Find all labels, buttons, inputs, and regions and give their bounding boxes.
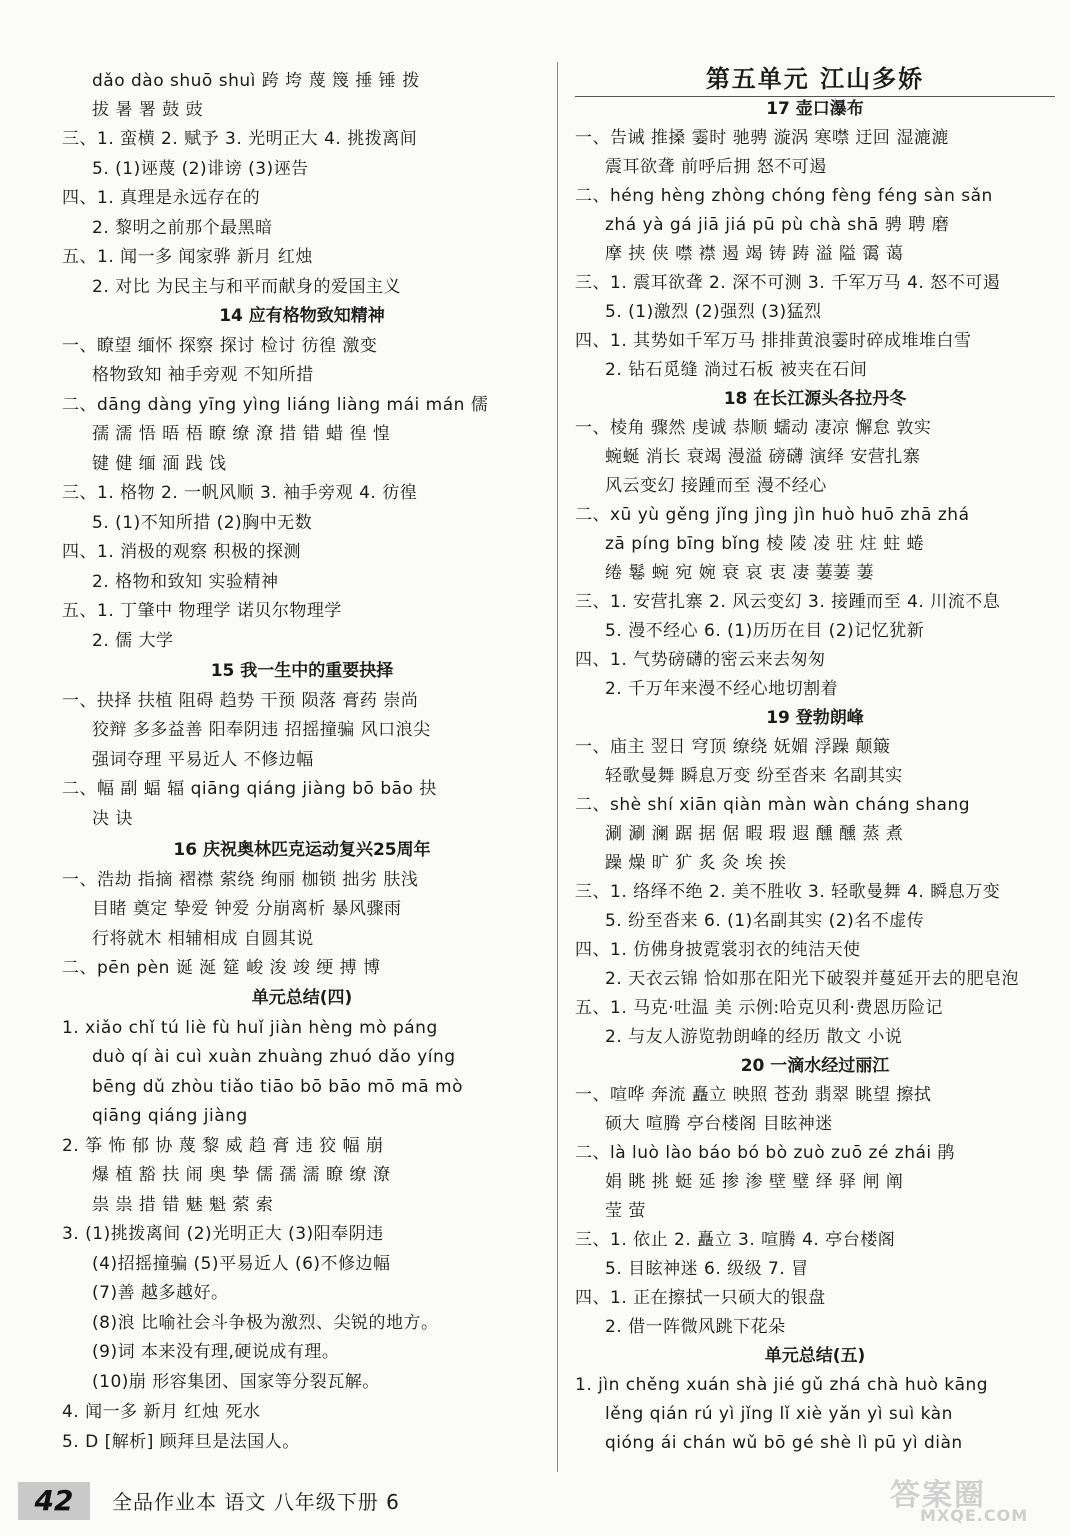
lesson-title: 15 我一生中的重要抉择: [210, 661, 394, 681]
text-line: 震耳欲聋 前呼后拥 怒不可遏: [605, 157, 827, 177]
text-line: 硕大 喧腾 亭台楼阁 目眩神迷: [605, 1114, 833, 1134]
text-line: 四、1. 消极的观察 积极的探测: [62, 542, 302, 562]
text-line: 二、là luò lào báo bó bò zuò zuō zé zhái 鹃: [575, 1143, 956, 1163]
text-line: 祟 祟 措 错 魅 魁 萦 索: [92, 1195, 274, 1215]
text-line: 三、1. 震耳欲聋 2. 深不可测 3. 千军万马 4. 怒不可遏: [575, 273, 1001, 293]
title-rule: [575, 96, 1055, 97]
text-line: 狡辩 多多益善 阳奉阴违 招摇撞骗 风口浪尖: [92, 720, 431, 740]
text-line: bēng dǔ zhòu tiǎo tiāo bō bāo mō mā mò: [92, 1077, 464, 1097]
text-line: 2. 钻石觅缝 淌过石板 被夹在石间: [605, 360, 868, 380]
text-line: 二、dāng dàng yīng yìng liáng liàng mái mán 儒: [62, 395, 489, 415]
text-line: 拔 暑 署 鼓 豉: [92, 100, 204, 120]
text-line: dǎo dào shuō shuì 跨 垮 蔑 篾 捶 锤 拨: [92, 71, 420, 91]
text-line: 孺 濡 悟 晤 梧 瞭 缭 潦 措 错 蜡 徨 惶: [92, 424, 391, 444]
text-line: 2. 天衣云锦 恰如那在阳光下破裂并蔓延开去的肥皂泡: [605, 969, 1020, 989]
text-line: 目睹 奠定 挚爱 钟爱 分崩离析 暴风骤雨: [92, 899, 402, 919]
page-number: 42: [18, 1482, 90, 1520]
text-line: 2. 儒 大学: [92, 631, 174, 651]
lesson-title: 14 应有格物致知精神: [219, 306, 385, 326]
text-line: duò qí ài cuì xuàn zhuàng zhuó dǎo yíng: [92, 1047, 456, 1067]
lesson-title: 20 一滴水经过丽江: [740, 1056, 890, 1076]
text-line: 二、héng hèng zhòng chóng fèng féng sàn sǎn: [575, 186, 993, 206]
text-line: 行将就木 相辅相成 自圆其说: [92, 929, 314, 949]
text-line: 五、1. 闻一多 闻家骅 新月 红烛: [62, 247, 313, 267]
text-line: 一、庙主 翌日 穹顶 缭绕 妩媚 浮躁 颠簸: [575, 737, 891, 757]
text-line: 2. 对比 为民主与和平而献身的爱国主义: [92, 277, 402, 297]
text-line: 键 健 缅 湎 践 饯: [92, 454, 227, 474]
text-line: (9)词 本来没有理,硬说成有理。: [92, 1342, 340, 1362]
text-line: 5. (1)不知所措 (2)胸中无数: [92, 513, 313, 533]
text-line: 躁 燥 旷 犷 炙 灸 埃 挨: [605, 853, 787, 873]
text-line: 一、告诫 推搡 霎时 驰骋 漩涡 寒噤 迂回 湿漉漉: [575, 128, 949, 148]
text-line: 爆 植 豁 扶 闹 奥 挚 儒 孺 濡 瞭 缭 潦: [92, 1165, 391, 1185]
text-line: (8)浪 比喻社会斗争极为激烈、尖锐的地方。: [92, 1313, 439, 1333]
text-line: 二、shè shí xiān qiàn màn wàn cháng shang: [575, 795, 971, 815]
watermark-logo: 答案圈: [890, 1478, 986, 1513]
text-line: qióng ái chán wǔ bō gé shè lì pū yì diàn: [605, 1433, 963, 1453]
text-line: 五、1. 马克·吐温 美 示例:哈克贝利·费恩历险记: [575, 998, 943, 1018]
text-line: 5. 目眩神迷 6. 级级 7. 冒: [605, 1259, 809, 1279]
footer-text: 全品作业本 语文 八年级下册 6: [112, 1490, 400, 1514]
text-line: zhá yà gá jiā jiá pū pù chà shā 骋 聘 磨: [605, 215, 950, 235]
watermark-url: MXQE.COM: [920, 1506, 1029, 1525]
text-line: 三、1. 安营扎寨 2. 风云变幻 3. 接踵而至 4. 川流不息: [575, 592, 1001, 612]
text-line: 五、1. 丁肇中 物理学 诺贝尔物理学: [62, 601, 342, 621]
text-line: 四、1. 其势如千军万马 排排黄浪霎时碎成堆堆白雪: [575, 331, 972, 351]
text-line: 莹 萤: [605, 1201, 646, 1221]
text-line: 三、1. 蛮横 2. 赋予 3. 光明正大 4. 挑拨离间: [62, 129, 418, 149]
text-line: 1. xiǎo chǐ tú liè fù huǐ jiàn hèng mò páng: [62, 1018, 438, 1038]
text-line: 1. jìn chěng xuán shà jié gǔ zhá chà huò kāng: [575, 1375, 989, 1395]
lesson-title: 19 登勃朗峰: [766, 708, 864, 728]
text-line: 四、1. 真理是永远存在的: [62, 188, 261, 208]
text-line: 四、1. 气势磅礴的密云来去匆匆: [575, 650, 826, 670]
text-line: 强词夺理 平易近人 不修边幅: [92, 750, 314, 770]
text-line: lěng qián rú yì jǐng lǐ xiè yǎn yì suì kàn: [605, 1404, 953, 1424]
text-line: 5. 纷至沓来 6. (1)名副其实 (2)名不虚传: [605, 911, 925, 931]
text-line: 二、幅 副 蝠 辐 qiāng qiáng jiàng bō bāo 抉: [62, 779, 437, 799]
lesson-title: 17 壶口瀑布: [766, 99, 864, 119]
text-line: 5. D [解析] 顾拜旦是法国人。: [62, 1432, 300, 1452]
text-line: 3. (1)挑拨离间 (2)光明正大 (3)阳奉阴违: [62, 1224, 384, 1244]
text-line: 2. 与友人游览勃朗峰的经历 散文 小说: [605, 1027, 903, 1047]
text-line: 一、瞭望 缅怀 探察 探讨 检讨 彷徨 激变: [62, 336, 378, 356]
text-line: (10)崩 形容集团、国家等分裂瓦解。: [92, 1372, 380, 1392]
text-line: 格物致知 袖手旁观 不知所措: [92, 365, 314, 385]
text-line: 4. 闻一多 新月 红烛 死水: [62, 1402, 261, 1422]
text-line: 三、1. 依止 2. 矗立 3. 喧腾 4. 亭台楼阁: [575, 1230, 896, 1250]
text-line: 四、1. 仿佛身披霓裳羽衣的纯洁天使: [575, 940, 861, 960]
text-line: 娟 眺 挑 蜓 延 掺 渗 壁 璧 绎 驿 闸 阐: [605, 1172, 904, 1192]
text-line: 一、喧哗 奔流 矗立 映照 苍劲 翡翠 眺望 擦拭: [575, 1085, 932, 1105]
text-line: 轻歌曼舞 瞬息万变 纷至沓来 名副其实: [605, 766, 903, 786]
text-line: 2. 千万年来漫不经心地切割着: [605, 679, 839, 699]
text-line: 2. 格物和致知 实验精神: [92, 572, 279, 592]
text-line: 决 诀: [92, 809, 133, 829]
text-line: zā píng bīng bǐng 棱 陵 凌 驻 炷 蛀 蜷: [605, 534, 925, 554]
unit-title: 第五单元 江山多娇: [705, 64, 925, 93]
text-line: 风云变幻 接踵而至 漫不经心: [605, 476, 827, 496]
text-line: 5. (1)激烈 (2)强烈 (3)猛烈: [605, 302, 822, 322]
text-line: (7)善 越多越好。: [92, 1283, 229, 1303]
text-line: 一、棱角 骤然 虔诚 恭顺 蠕动 凄凉 懈怠 敦实: [575, 418, 932, 438]
lesson-title: 18 在长江源头各拉丹冬: [723, 389, 907, 409]
text-line: 绻 鬈 蜿 宛 婉 衰 哀 衷 凄 萋萋 萋: [605, 563, 875, 583]
text-line: 涮 涮 澜 踞 据 倨 暇 瑕 遐 醺 醺 蒸 煮: [605, 824, 904, 844]
text-line: (4)招摇撞骗 (5)平易近人 (6)不修边幅: [92, 1254, 391, 1274]
text-line: 三、1. 络绎不绝 2. 美不胜收 3. 轻歌曼舞 4. 瞬息万变: [575, 882, 1001, 902]
text-line: 二、xū yù gěng jǐng jìng jìn huò huō zhā zhá: [575, 505, 970, 525]
watermark: [880, 1470, 1060, 1530]
text-line: qiāng qiáng jiàng: [92, 1106, 248, 1126]
text-line: 一、抉择 扶植 阻碍 趋势 干预 陨落 膏药 崇尚: [62, 691, 419, 711]
column-divider: [557, 62, 558, 1472]
text-line: 二、pēn pèn 诞 涎 筵 峻 浚 竣 绠 搏 博: [62, 958, 381, 978]
text-line: 2. 筝 怖 郁 协 蔑 黎 威 趋 膏 违 狡 幅 崩: [62, 1136, 384, 1156]
lesson-title: 16 庆祝奥林匹克运动复兴25周年: [173, 840, 431, 860]
text-line: 2. 黎明之前那个最黑暗: [92, 218, 273, 238]
text-line: 5. (1)诬蔑 (2)诽谤 (3)诬告: [92, 159, 309, 179]
text-line: 5. 漫不经心 6. (1)历历在目 (2)记忆犹新: [605, 621, 925, 641]
page-footer: [18, 1482, 538, 1522]
text-line: 摩 挟 侠 噤 襟 遏 竭 铸 踌 溢 隘 霭 蔼: [605, 244, 904, 264]
text-line: 蜿蜒 消长 衰竭 漫溢 磅礴 演绎 安营扎寨: [605, 447, 921, 467]
text-line: 三、1. 格物 2. 一帆风顺 3. 袖手旁观 4. 彷徨: [62, 483, 418, 503]
text-line: 2. 借一阵微风跳下花朵: [605, 1317, 786, 1337]
section-title: 单元总结(五): [764, 1346, 866, 1366]
section-title: 单元总结(四): [251, 988, 353, 1008]
text-line: 一、浩劫 指摘 褶襟 萦绕 绚丽 枷锁 拙劣 肤浅: [62, 870, 419, 890]
text-line: 四、1. 正在擦拭一只硕大的银盘: [575, 1288, 826, 1308]
